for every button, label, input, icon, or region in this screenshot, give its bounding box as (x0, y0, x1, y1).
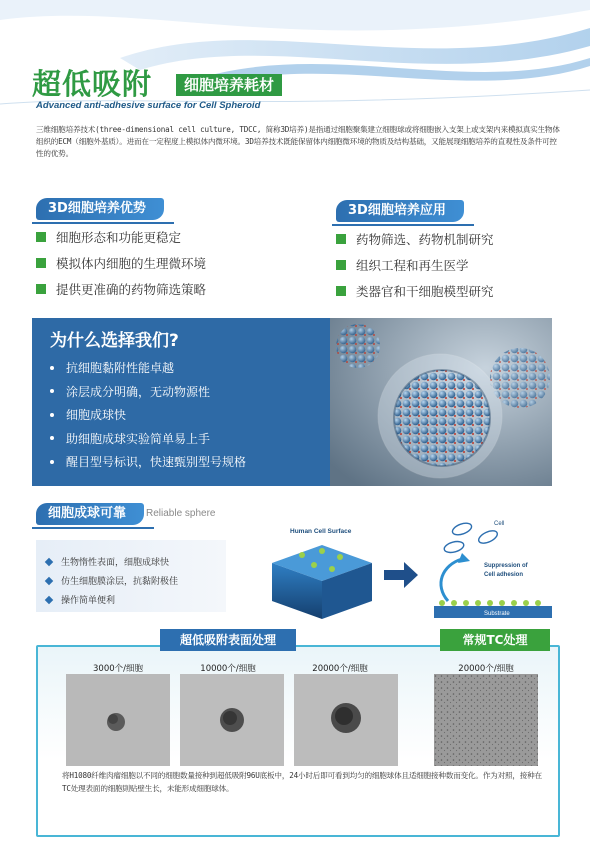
square-bullet-icon (36, 232, 46, 242)
caption-3000: 3000个/细胞 (93, 664, 143, 674)
caption-20000: 20000个/细胞 (312, 664, 368, 674)
square-bullet-icon (336, 234, 346, 244)
list-item (50, 356, 246, 380)
ultra-low-heading: 超低吸附表面处理 (160, 629, 296, 651)
diagram-label-cell: Cell (494, 521, 505, 527)
square-bullet-icon (336, 286, 346, 296)
dot-bullet-icon (50, 413, 54, 417)
applications-heading-text: 3D细胞培养应用 (348, 203, 446, 218)
diagram-label-suppression: Suppression of (484, 563, 528, 569)
page-title: 超低吸附 (32, 67, 153, 101)
reliable-list (46, 552, 178, 609)
applications-list (336, 226, 494, 304)
list-item (46, 552, 178, 571)
dot-bullet-icon (50, 366, 54, 370)
dot-bullet-icon (50, 460, 54, 464)
list-item (50, 427, 246, 451)
list-item (36, 276, 206, 302)
list-item-label: 仿生细胞膜涂层，抗黏附极佳 (61, 577, 179, 587)
list-item (36, 250, 206, 276)
advantages-heading (36, 198, 164, 220)
english-subtitle: Advanced anti-adhesive surface for Cell Spheroid (36, 100, 261, 111)
list-item-label: 生物惰性表面，细胞成球快 (61, 558, 170, 568)
list-item (36, 224, 206, 250)
cell-shapes (443, 521, 499, 555)
cell-spheroid-illustration (330, 318, 552, 486)
list-item-label: 操作简单便利 (61, 596, 116, 606)
reliable-heading-english: Reliable sphere (146, 508, 216, 519)
advantages-heading-text: 3D细胞培养优势 (48, 201, 146, 216)
diagram-label-substrate: Substrate (484, 611, 510, 617)
list-item-label: 涂层成分明确，无动物源性 (66, 384, 211, 399)
list-item-label: 细胞形态和功能更稳定 (56, 230, 182, 245)
micrograph-20000 (294, 674, 398, 766)
advantages-list (36, 224, 206, 302)
list-item-label: 醒目型号标识，快速甄别型号规格 (66, 455, 247, 470)
list-item-label: 组织工程和再生医学 (356, 258, 469, 273)
heading-underline (32, 527, 154, 529)
comparison-description: 将H1080纤维肉瘤细胞以不同的细胞数量接种到超低吸附96U底板中，24小时后即可看到均匀的细胞球体且适细胞接种数而变化。作为对照，接种在TC处理表面的细胞則贴壁生长，未能形成细胞球体。 (62, 771, 542, 793)
intro-paragraph: 三维细胞培养技术(three-dimensional cell culture, TDCC, 简称3D培养)是指通过细胞聚集建立细胞球或将细胞嵌入支架上或支架内来模拟真实生物体组织的ECM（细胞外基质）。进而在一定程度上模拟体内微环境。3D培养技术既能保留体内细胞微环境的物质及结构基础，又能展现细胞培养的直观性及条件可控性的优势。 (36, 125, 560, 158)
square-bullet-icon (36, 258, 46, 268)
list-item-label: 助细胞成球实验简单易上手 (66, 431, 211, 446)
list-item-label: 抗细胞黏附性能卓越 (66, 361, 175, 376)
micrograph-tc-20000 (434, 674, 538, 766)
reliable-heading (36, 503, 144, 525)
diamond-bullet-icon (45, 557, 53, 565)
micrograph-3000 (66, 674, 170, 766)
reliable-heading-text: 细胞成球可靠 (48, 506, 127, 521)
square-bullet-icon (36, 284, 46, 294)
list-item (46, 590, 178, 609)
list-item-label: 类器官和干细胞模型研究 (356, 284, 494, 299)
list-item (336, 226, 494, 252)
title-tag: 细胞培养耗材 (176, 74, 282, 96)
list-item-label: 细胞成球快 (66, 408, 127, 423)
list-item-label: 模拟体内细胞的生理微环境 (56, 256, 207, 271)
square-bullet-icon (336, 260, 346, 270)
suppression-arrow-icon (441, 559, 462, 601)
applications-heading (336, 200, 464, 222)
caption-tc-20000: 20000个/细胞 (458, 664, 514, 674)
caption-10000: 10000个/细胞 (200, 664, 256, 674)
list-item-label: 药物筛选、药物机制研究 (356, 232, 494, 247)
why-choose-heading: 为什么选择我们? (50, 331, 179, 351)
diagram-label-surface: Human Cell Surface (290, 528, 352, 535)
micrograph-10000 (180, 674, 284, 766)
dot-bullet-icon (50, 436, 54, 440)
arrowhead-icon (458, 553, 470, 563)
dot-bullet-icon (50, 389, 54, 393)
diamond-bullet-icon (45, 595, 53, 603)
list-item (50, 450, 246, 474)
list-item-label: 提供更准确的药物筛选策略 (56, 282, 207, 297)
list-item (336, 252, 494, 278)
coating-molecules (439, 600, 541, 606)
tc-heading: 常规TC处理 (440, 629, 550, 651)
list-item (46, 571, 178, 590)
list-item (50, 403, 246, 427)
list-item (50, 380, 246, 404)
diamond-bullet-icon (45, 576, 53, 584)
anti-adhesion-diagram (262, 515, 562, 625)
why-choose-list (50, 356, 246, 474)
arrow-right-icon (384, 562, 418, 588)
list-item (336, 278, 494, 304)
diagram-label-adhesion: Cell adhesion (484, 572, 524, 578)
